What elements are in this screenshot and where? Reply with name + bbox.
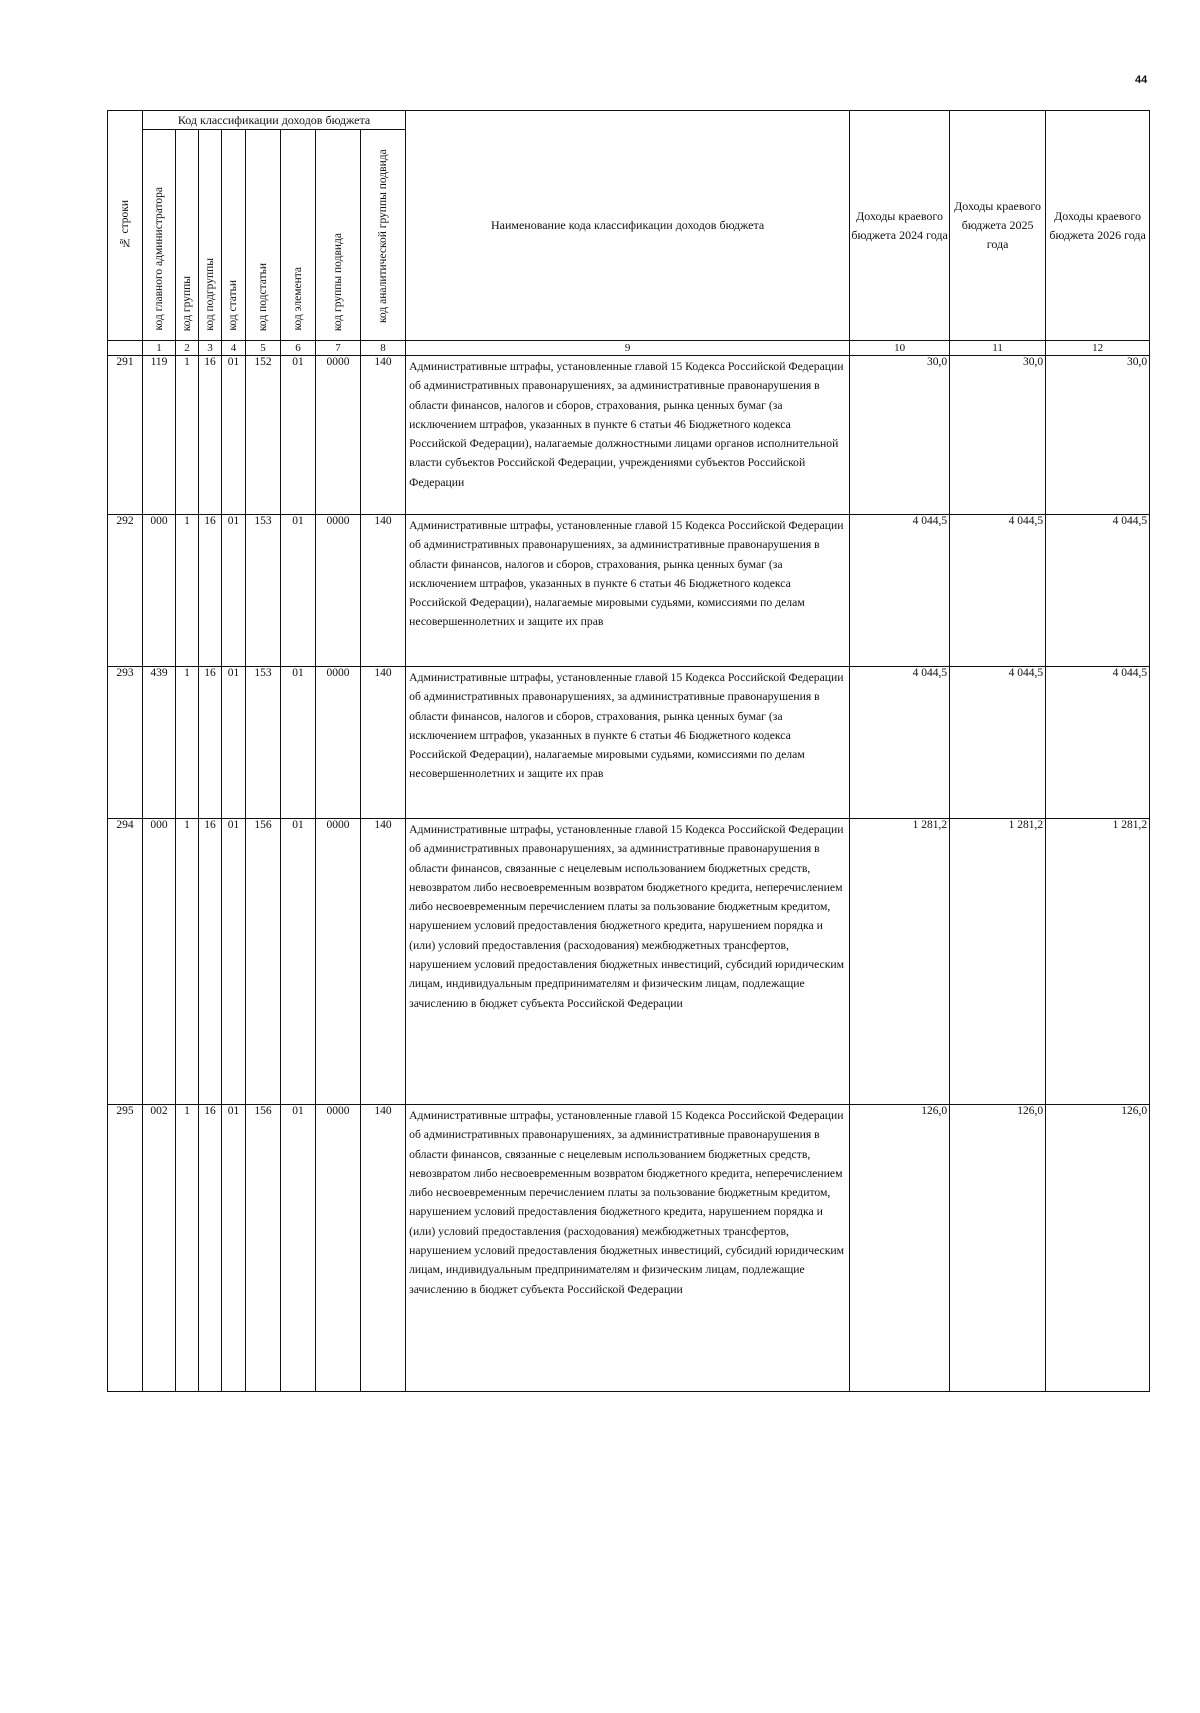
income-2024-value: 30,0 (850, 356, 950, 515)
subtype-code: 0000 (316, 667, 361, 819)
group-code: 1 (176, 515, 199, 667)
subtype-code: 0000 (316, 819, 361, 1105)
row-number: 292 (108, 515, 143, 667)
analytic-code: 140 (361, 667, 406, 819)
subarticle-code: 152 (246, 356, 281, 515)
table-row (108, 356, 1150, 515)
analytic-code: 140 (361, 819, 406, 1105)
analytic-code: 140 (361, 1105, 406, 1392)
subgroup-code: 16 (199, 515, 222, 667)
header-element-code-label: код элемента (291, 267, 304, 331)
income-2026-value: 30,0 (1046, 356, 1150, 515)
row-number: 293 (108, 667, 143, 819)
income-2025-value: 4 044,5 (950, 667, 1046, 819)
income-code-name: Административные штрафы, установленные главой 15 Кодекса Российской Федерации об административных правонарушениях, за административные правонарушения в области финансов, связанные с нецелевым использованием бюджетных средств, невозвратом либо несвоевременным возвратом бюджетного кредита, неперечислением либо несвоевременным перечислением платы за пользование бюджетным кредитом, нарушением условий предоставления бюджетного кредита, нарушением порядка и (или) условий предоставления (расходования) межбюджетных трансфертов, нарушением условий предоставления бюджетных инвестиций, субсидий юридическим лицам, индивидуальным предпринимателям и физическим лицам, подлежащие зачислению в бюджет субъекта Российской Федерации (406, 819, 850, 1105)
income-code-name: Административные штрафы, установленные главой 15 Кодекса Российской Федерации об административных правонарушениях, за административные правонарушения в области финансов, налогов и сборов, страхования, рынка ценных бумаг (за исключением штрафов, указанных в пункте 6 статьи 46 Бюджетного кодекса Российской Федерации), налагаемые мировыми судьями, комиссиями по делам несовершеннолетних и защите их прав (406, 515, 850, 667)
admin-code: 002 (143, 1105, 176, 1392)
page-number: 44 (1135, 74, 1148, 86)
column-number: 8 (361, 341, 406, 356)
element-code: 01 (281, 356, 316, 515)
header-subarticle-code (246, 130, 281, 341)
analytic-code: 140 (361, 515, 406, 667)
subarticle-code: 153 (246, 667, 281, 819)
subgroup-code: 16 (199, 667, 222, 819)
element-code: 01 (281, 819, 316, 1105)
income-2024-value: 1 281,2 (850, 819, 950, 1105)
table-row (108, 1105, 1150, 1392)
table-row (108, 667, 1150, 819)
element-code: 01 (281, 515, 316, 667)
subarticle-code: 156 (246, 1105, 281, 1392)
admin-code: 000 (143, 819, 176, 1105)
header-analytic-group-code-label: код аналитической группы подвида (376, 149, 389, 323)
group-code: 1 (176, 356, 199, 515)
column-number: 9 (406, 341, 850, 356)
header-group-code (176, 130, 199, 341)
group-code: 1 (176, 819, 199, 1105)
row-number: 291 (108, 356, 143, 515)
header-element-code (281, 130, 316, 341)
header-income-2025: Доходы краевого бюджета 2025 года (950, 111, 1046, 341)
header-subgroup-code-label: код подгруппы (203, 258, 216, 331)
group-code: 1 (176, 667, 199, 819)
element-code: 01 (281, 1105, 316, 1392)
subgroup-code: 16 (199, 356, 222, 515)
income-2025-value: 126,0 (950, 1105, 1046, 1392)
column-number: 4 (222, 341, 246, 356)
column-number: 6 (281, 341, 316, 356)
header-group-code-label: код группы (180, 275, 193, 331)
income-2025-value: 30,0 (950, 356, 1046, 515)
column-number: 1 (143, 341, 176, 356)
admin-code: 439 (143, 667, 176, 819)
column-number (108, 341, 143, 356)
header-subarticle-code-label: код подстатьи (256, 262, 269, 331)
header-subgroup-code (199, 130, 222, 341)
header-analytic-group-code (361, 130, 406, 341)
header-code-name: Наименование кода классификации доходов бюджета (406, 111, 850, 341)
column-number: 7 (316, 341, 361, 356)
row-number: 294 (108, 819, 143, 1105)
column-number: 2 (176, 341, 199, 356)
income-code-name: Административные штрафы, установленные главой 15 Кодекса Российской Федерации об административных правонарушениях, за административные правонарушения в области финансов, налогов и сборов, страхования, рынка ценных бумаг (за исключением штрафов, указанных в пункте 6 статьи 46 Бюджетного кодекса Российской Федерации), налагаемые мировыми судьями, комиссиями по делам несовершеннолетних и защите их прав (406, 667, 850, 819)
subarticle-code: 156 (246, 819, 281, 1105)
header-article-code-label: код статьи (227, 280, 239, 331)
header-row-number-label: № строки (118, 199, 131, 249)
subtype-code: 0000 (316, 356, 361, 515)
header-subtype-group-code (316, 130, 361, 341)
header-admin-code (143, 130, 176, 341)
income-code-name: Административные штрафы, установленные главой 15 Кодекса Российской Федерации об административных правонарушениях, за административные правонарушения в области финансов, связанные с нецелевым использованием бюджетных средств, невозвратом либо несвоевременным возвратом бюджетного кредита, неперечислением либо несвоевременным перечислением платы за пользование бюджетным кредитом, нарушением условий предоставления бюджетного кредита, нарушением порядка и (или) условий предоставления (расходования) межбюджетных трансфертов, нарушением условий предоставления бюджетных инвестиций, субсидий юридическим лицам, индивидуальным предпринимателям и физическим лицам, подлежащие зачислению в бюджет субъекта Российской Федерации (406, 1105, 850, 1392)
income-2025-value: 4 044,5 (950, 515, 1046, 667)
subtype-code: 0000 (316, 515, 361, 667)
article-code: 01 (222, 667, 246, 819)
income-2024-value: 4 044,5 (850, 667, 950, 819)
analytic-code: 140 (361, 356, 406, 515)
group-code: 1 (176, 1105, 199, 1392)
element-code: 01 (281, 667, 316, 819)
income-2026-value: 126,0 (1046, 1105, 1150, 1392)
admin-code: 000 (143, 515, 176, 667)
budget-income-table (107, 110, 1150, 1392)
header-row-number (108, 111, 143, 341)
column-number: 3 (199, 341, 222, 356)
column-number-row (108, 341, 1150, 356)
column-number: 10 (850, 341, 950, 356)
row-number: 295 (108, 1105, 143, 1392)
header-article-code (222, 130, 246, 341)
table-row (108, 819, 1150, 1105)
income-2026-value: 4 044,5 (1046, 667, 1150, 819)
income-code-name: Административные штрафы, установленные главой 15 Кодекса Российской Федерации об административных правонарушениях, за административные правонарушения в области финансов, налогов и сборов, страхования, рынка ценных бумаг (за исключением штрафов, указанных в пункте 6 статьи 46 Бюджетного кодекса Российской Федерации), налагаемые должностными лицами органов исполнительной власти субъектов Российской Федерации, учреждениями субъектов Российской Федерации (406, 356, 850, 515)
column-number: 5 (246, 341, 281, 356)
article-code: 01 (222, 1105, 246, 1392)
income-2026-value: 1 281,2 (1046, 819, 1150, 1105)
header-admin-code-label: код главного администратора (152, 187, 165, 331)
table-row (108, 515, 1150, 667)
header-code-group: Код классификации доходов бюджета (143, 111, 406, 130)
subgroup-code: 16 (199, 1105, 222, 1392)
article-code: 01 (222, 356, 246, 515)
header-income-2026: Доходы краевого бюджета 2026 года (1046, 111, 1150, 341)
header-subtype-group-code-label: код группы подвида (331, 232, 344, 331)
subarticle-code: 153 (246, 515, 281, 667)
article-code: 01 (222, 819, 246, 1105)
article-code: 01 (222, 515, 246, 667)
header-income-2024: Доходы краевого бюджета 2024 года (850, 111, 950, 341)
admin-code: 119 (143, 356, 176, 515)
subgroup-code: 16 (199, 819, 222, 1105)
income-2024-value: 4 044,5 (850, 515, 950, 667)
income-2025-value: 1 281,2 (950, 819, 1046, 1105)
column-number: 11 (950, 341, 1046, 356)
subtype-code: 0000 (316, 1105, 361, 1392)
column-number: 12 (1046, 341, 1150, 356)
income-2024-value: 126,0 (850, 1105, 950, 1392)
income-2026-value: 4 044,5 (1046, 515, 1150, 667)
